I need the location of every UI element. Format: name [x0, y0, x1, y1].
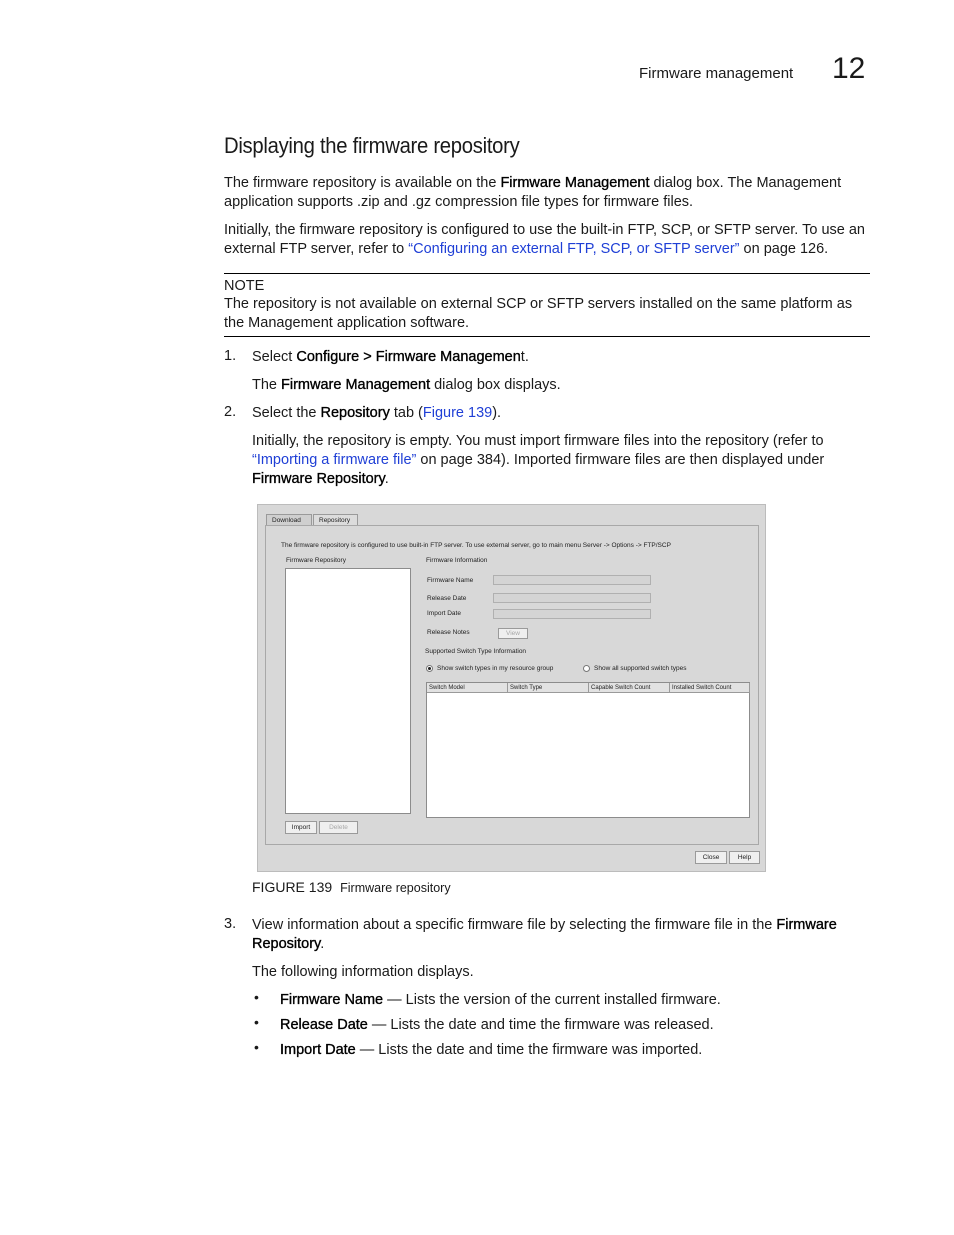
- text: View information about a specific firmware file by selecting the firmware file in the: [252, 917, 777, 933]
- firmware-name-field: [493, 575, 651, 585]
- release-notes-label: Release Notes: [427, 629, 470, 636]
- text: Initially, the repository is empty. You must import firmware files into the repository (refer to: [252, 433, 824, 449]
- bold-term: Repository: [320, 405, 390, 421]
- import-date-label: Import Date: [427, 610, 461, 617]
- repository-panel: [265, 525, 759, 845]
- bullet-icon: •: [254, 989, 259, 1005]
- release-date-field: [493, 593, 651, 603]
- chapter-number: 12: [832, 52, 866, 85]
- text: — Lists the version of the current installed firmware.: [383, 992, 721, 1008]
- bold-term: Firmware Repository: [252, 471, 385, 487]
- bold-term: Firmware Management: [281, 377, 431, 393]
- radio-all-switch-types[interactable]: [583, 665, 590, 672]
- figure-link[interactable]: Figure 139: [422, 405, 493, 421]
- firmware-repository-list[interactable]: [285, 568, 411, 814]
- menu-path: Configure > Firmware Managemen: [296, 349, 521, 365]
- text: Select: [252, 349, 297, 365]
- note-label: NOTE: [224, 278, 265, 294]
- note-bottom-rule: [224, 336, 870, 337]
- text: external FTP server, refer to: [224, 241, 409, 257]
- bold-term: Release Date: [280, 1017, 368, 1033]
- step-3-result: The following information displays.: [252, 964, 474, 980]
- firmware-information-label: Firmware Information: [426, 557, 488, 564]
- text: The: [252, 377, 282, 393]
- cross-reference-link[interactable]: “Configuring an external FTP, SCP, or SFTP server”: [408, 241, 740, 257]
- tab-download[interactable]: Download: [266, 514, 312, 525]
- text: .: [384, 471, 389, 487]
- supported-switch-label: Supported Switch Type Information: [425, 648, 527, 655]
- running-header-section: Firmware management: [639, 65, 794, 82]
- text: dialog box. The Management: [649, 175, 842, 191]
- column-header[interactable]: Switch Type: [508, 683, 589, 693]
- bold-term: Firmware Management: [500, 175, 650, 191]
- text: ).: [492, 405, 502, 421]
- step-number: 1.: [224, 348, 237, 364]
- bullet-icon: •: [254, 1039, 259, 1055]
- step-2: [252, 404, 501, 423]
- bullet-item: [280, 1016, 714, 1035]
- repository-label: Firmware Repository: [286, 557, 346, 564]
- text: Select the: [252, 405, 321, 421]
- step-number: 3.: [224, 916, 237, 932]
- text: application supports .zip and .gz compression file types for firmware files.: [224, 194, 694, 210]
- figure-number: FIGURE 139: [252, 879, 333, 895]
- server-info-text: The firmware repository is configured to use built-in FTP server. To use external server, go to main menu Server -> Options -> FTP/SCP: [281, 542, 671, 549]
- note-text: [224, 295, 874, 333]
- step-number: 2.: [224, 404, 237, 420]
- bold-term: Firmware: [776, 917, 837, 933]
- text: on page 384). Imported firmware files are then displayed under: [416, 452, 825, 468]
- firmware-name-label: Firmware Name: [427, 577, 474, 584]
- step-1: [252, 348, 529, 367]
- bold-term: Import Date: [280, 1042, 356, 1058]
- section-title: Displaying the firmware repository: [224, 133, 520, 158]
- view-button[interactable]: View: [498, 628, 528, 639]
- column-header[interactable]: Switch Model: [427, 683, 508, 693]
- cross-reference-link[interactable]: “Importing a firmware file”: [252, 452, 417, 468]
- column-header[interactable]: Installed Switch Count: [670, 683, 750, 693]
- column-header[interactable]: Capable Switch Count: [589, 683, 670, 693]
- intro-paragraph-1: [224, 174, 874, 212]
- bullet-item: [280, 1041, 702, 1060]
- step-3: [252, 916, 892, 954]
- text: The repository is not available on external SCP or SFTP servers installed on the same platform as: [224, 296, 853, 312]
- radio-resource-group-label: Show switch types in my resource group: [437, 665, 554, 672]
- bullet-item: [280, 991, 721, 1010]
- firmware-management-dialog: [257, 504, 766, 872]
- text: t.: [520, 349, 529, 365]
- import-button[interactable]: Import: [285, 821, 317, 834]
- text: on page 126.: [739, 241, 829, 257]
- text: .: [320, 936, 325, 952]
- bold-term: Repository: [252, 936, 321, 952]
- release-date-label: Release Date: [427, 595, 467, 602]
- bold-term: Firmware Name: [280, 992, 384, 1008]
- close-button[interactable]: Close: [695, 851, 727, 864]
- delete-button[interactable]: Delete: [319, 821, 358, 834]
- text: — Lists the date and time the firmware was imported.: [355, 1042, 703, 1058]
- text: Initially, the firmware repository is configured to use the built-in FTP, SCP, or SFTP server. To use an: [224, 222, 865, 238]
- import-date-field: [493, 609, 651, 619]
- text: the Management application software.: [224, 315, 470, 331]
- tab-repository[interactable]: Repository: [313, 514, 358, 526]
- radio-resource-group[interactable]: [426, 665, 433, 672]
- figure-caption: [252, 879, 451, 895]
- note-top-rule: [224, 273, 870, 274]
- figure-title: Firmware repository: [340, 881, 451, 895]
- bullet-icon: •: [254, 1014, 259, 1030]
- radio-all-switch-types-label: Show all supported switch types: [594, 665, 687, 672]
- step-1-result: [252, 376, 561, 395]
- text: — Lists the date and time the firmware was released.: [367, 1017, 714, 1033]
- intro-paragraph-2: [224, 221, 884, 259]
- text: tab (: [389, 405, 423, 421]
- switch-type-table: [426, 682, 750, 818]
- text: The firmware repository is available on the: [224, 175, 501, 191]
- step-2-result: [252, 432, 892, 489]
- text: dialog box displays.: [430, 377, 561, 393]
- help-button[interactable]: Help: [729, 851, 760, 864]
